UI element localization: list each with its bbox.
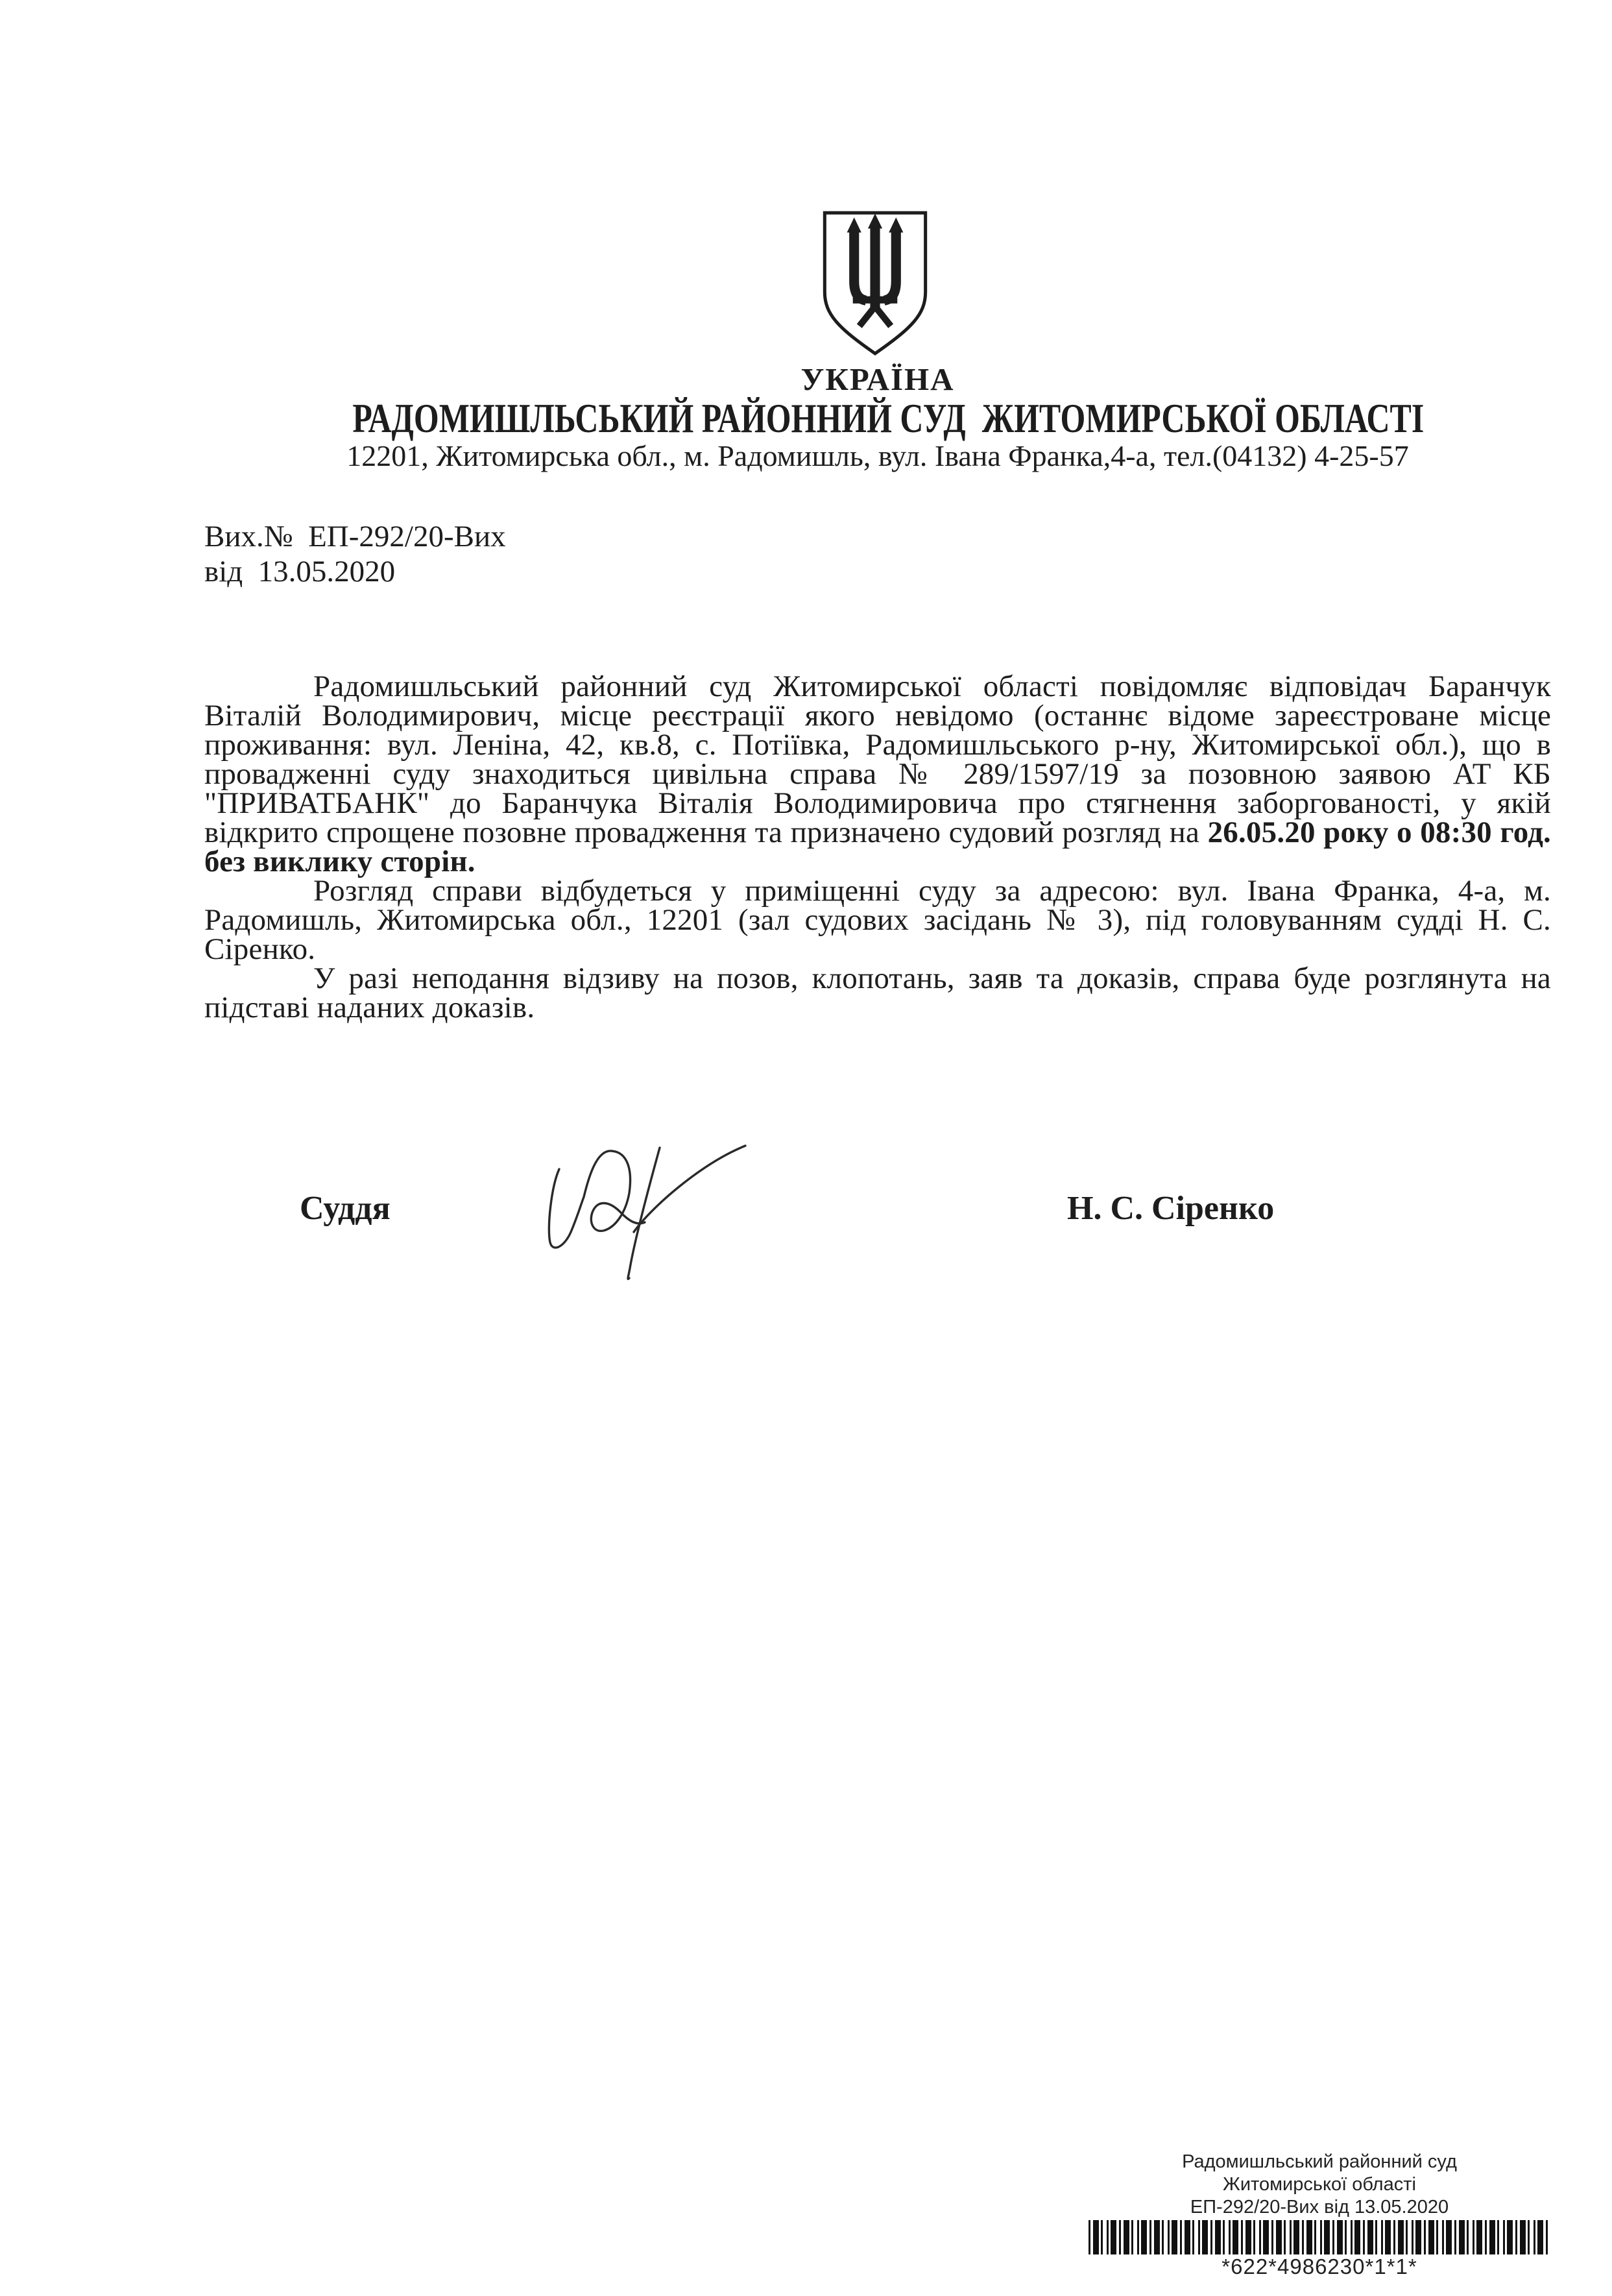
- footer-court-line1: Радомишльський районний суд: [1182, 2151, 1457, 2172]
- paragraph-hearing-location: Розгляд справи відбудеться у приміщенні суду за адресою: вул. Івана Франка, 4-а, м. Радомишль, Житомирська обл., 12201 (зал судових засідань № 3), під головуванням судді Н. С. Сіренко.: [204, 874, 1551, 966]
- judge-signature: [512, 1130, 785, 1312]
- court-address: 12201, Житомирська обл., м. Радомишль, вул. Івана Франка,4-а, тел.(04132) 4-25-57: [346, 439, 1409, 472]
- ukraine-coat-of-arms-icon: [819, 208, 931, 359]
- hearing-datetime-bold: 26.05.20 року о 08:30 год. без виклику сторін.: [204, 816, 1552, 878]
- letter-body: [204, 672, 1551, 1022]
- footer-court-line2: Житомирської області: [1223, 2174, 1416, 2195]
- footer-stamp: [1089, 2151, 1550, 2279]
- outgoing-number: Вих.№ ЕП-292/20-Вих: [204, 520, 506, 553]
- barcode-label: *622*4986230*1*1*: [1221, 2254, 1417, 2278]
- barcode: [1089, 2220, 1550, 2254]
- outgoing-date: від 13.05.2020: [204, 555, 396, 588]
- court-name: РАДОМИШЛЬСЬКИЙ РАЙОННИЙ СУД ЖИТОМИРСЬКОЇ ОБЛАСТІ: [352, 395, 1425, 441]
- judge-name: Н. С. Сіренко: [1067, 1190, 1275, 1227]
- paragraph-notification: [204, 672, 1551, 876]
- paragraph-notification-text: Радомишльський районний суд Житомирської області повідомляє відповідач Баранчук Віталій Володимирович, місце реєстрації якого невідомо (останнє відоме зареєстроване місце проживання: вул. Леніна, 42, кв.8, с. Потіївка, Радомишльського р-ну, Житомирської обл.), що в провадженні суду знаходиться цивільна справа № 289/1597/19 за позовною заявою АТ КБ "ПРИВАТБАНК" до Баранчука Віталія Володимировича про стягнення заборгованості, у якій відкрито спрощене позовне провадження та призначено судовий розгляд на: [204, 670, 1551, 849]
- judge-label: Суддя: [300, 1190, 391, 1227]
- footer-reference-line: ЕП-292/20-Вих від 13.05.2020: [1190, 2197, 1449, 2217]
- paragraph-warning: У разі неподання відзиву на позов, клопотань, заяв та доказів, справа буде розглянута на підставі наданих доказів.: [204, 961, 1551, 1024]
- country-name: УКРАЇНА: [800, 361, 955, 397]
